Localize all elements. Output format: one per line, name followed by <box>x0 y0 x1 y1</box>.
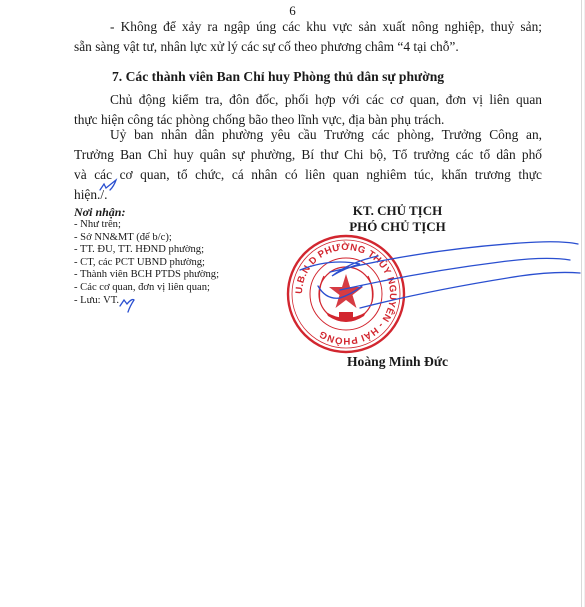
recipients-list <box>74 219 219 307</box>
signature-title-line1: KT. CHỦ TỊCH <box>352 203 443 218</box>
paragraph-flooding <box>74 17 542 57</box>
signer-name: Hoàng Minh Đức <box>346 354 449 369</box>
seal-text: U.B.N.D PHƯỜNG THỦY NGUYÊN - HẢI PHÒNG <box>293 241 399 347</box>
page-number: 6 <box>289 3 296 18</box>
paragraph-line: Trưởng Ban Chỉ huy quân sự phường, Bí thư Chi bộ, Tổ trưởng các tổ dân phố <box>74 147 542 162</box>
recipient-item: - Lưu: VT. <box>74 294 120 306</box>
paragraph-line: Uỷ ban nhân dân phường yêu cầu Trưởng các phòng, Trưởng Công an, <box>110 127 542 142</box>
paragraph-line: và các cơ quan, tổ chức, cá nhân có liên quan nghiêm túc, khẩn trương thực <box>74 167 542 182</box>
page-edge-line <box>581 0 582 607</box>
recipient-item: - Như trên; <box>74 219 121 230</box>
paragraph-line: thực hiện công tác phòng chống bão theo lĩnh vực, địa bàn phụ trách. <box>74 112 445 127</box>
paragraph-section-7 <box>74 90 542 130</box>
official-seal <box>284 232 408 356</box>
recipient-item: - Thành viên BCH PTDS phường; <box>74 269 220 281</box>
paragraph-request <box>74 125 542 205</box>
paragraph-line: Chủ động kiểm tra, đôn đốc, phối hợp với các cơ quan, đơn vị liên quan <box>110 92 542 107</box>
paragraph-line: hiện./. <box>74 187 108 202</box>
section-7-heading: 7. Các thành viên Ban Chỉ huy Phòng thủ dân sự phường <box>112 69 445 84</box>
recipient-item: - Các cơ quan, đơn vị liên quan; <box>74 281 210 293</box>
signature-title-line2: PHÓ CHỦ TỊCH <box>349 219 446 234</box>
recipient-item: - Sở NN&MT (để b/c); <box>74 231 172 243</box>
recipient-item: - TT. ĐU, TT. HĐND phường; <box>74 244 205 256</box>
paragraph-line: sẵn sàng vật tư, nhân lực xử lý các sự cố theo phương châm “4 tại chỗ”. <box>74 39 459 54</box>
recipient-item: - CT, các PCT UBND phường; <box>74 256 206 268</box>
recipients-title: Nơi nhận: <box>74 205 126 219</box>
paragraph-line: - Không để xảy ra ngập úng các khu vực sản xuất nông nghiệp, thuỷ sản; <box>110 19 542 34</box>
